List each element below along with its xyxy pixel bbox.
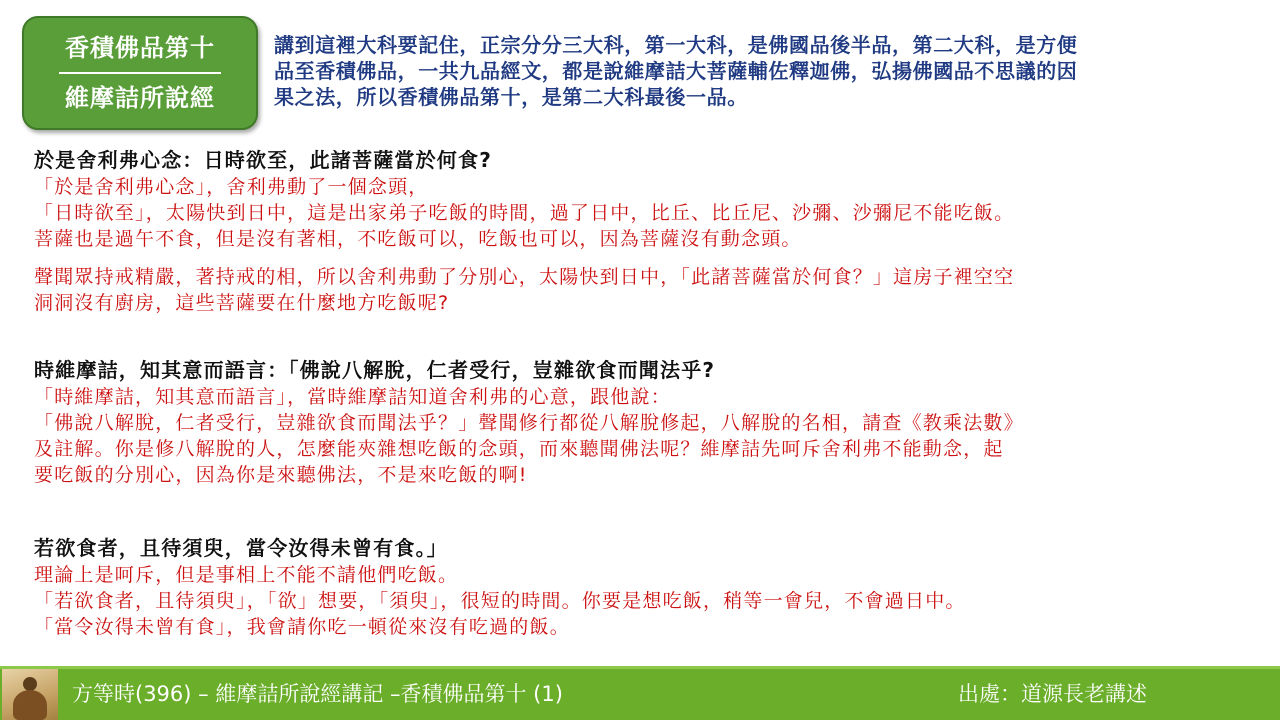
commentary-line: 理論上是呵斥，但是事相上不能不請他們吃飯。 [34,564,459,586]
commentary-line: 「時維摩詰，知其意而語言」，當時維摩詰知道舍利弗的心意，跟他說： [34,386,671,408]
commentary-line: 洞洞沒有廚房，這些菩薩要在什麼地方吃飯呢? [34,292,450,314]
commentary-line: 「日時欲至」，太陽快到日中，這是出家弟子吃飯的時間，過了日中，比丘、比丘尼、沙彌、沙彌尼不能吃飯。 [34,202,1015,224]
section-3 [34,534,1254,640]
footer-bar [0,666,1280,720]
commentary-line: 要吃飯的分別心，因為你是來聽佛法，不是來吃飯的啊! [34,464,528,486]
sutra-verse-heading: 時維摩詰，知其意而語言：「佛說八解脫，仁者受行，豈雜欲食而聞法乎? [34,358,716,382]
lecture-title: 方等時(396) – 維摩詰所說經講記 –香積佛品第十 (1) [72,682,563,706]
section-1 [34,146,1254,316]
chapter-title: 香積佛品第十 [65,34,215,62]
source-credit: 出處：道源長老講述 [958,682,1147,706]
commentary-line: 「佛說八解脫，仁者受行，豈雜欲食而聞法乎？」聲聞修行都從八解脫修起，八解脫的名相，請查《教乘法數》 [34,412,1024,434]
commentary-line: 及註解。你是修八解脫的人，怎麼能夾雜想吃飯的念頭，而來聽聞佛法呢？維摩詰先呵斥舍利弗不能動念，起 [34,438,1004,460]
sutra-title: 維摩詰所說經 [65,84,215,112]
intro-line: 講到這裡大科要記住，正宗分分三大科，第一大科，是佛國品後半品，第二大科，是方便 [274,33,1078,57]
commentary-line: 「於是舍利弗心念」，舍利弗動了一個念頭， [34,176,429,198]
sutra-verse-heading: 若欲食者，且待須臾，當令汝得未曾有食。」 [34,536,448,560]
section-2 [34,356,1254,488]
intro-line: 品至香積佛品，一共九品經文，都是說維摩詰大菩薩輔佐釋迦佛，弘揚佛國品不思議的因 [274,59,1078,83]
intro-paragraph [274,32,1264,110]
monk-portrait-image [2,669,58,720]
commentary-line: 菩薩也是過午不食，但是沒有著相，不吃飯可以，吃飯也可以，因為菩薩沒有動念頭。 [34,228,802,250]
title-badge [22,16,258,130]
intro-line: 果之法，所以香積佛品第十，是第二大科最後一品。 [274,85,748,109]
commentary-line: 聲聞眾持戒精嚴，著持戒的相，所以舍利弗動了分別心，太陽快到日中，「此諸菩薩當於何食？」這房子裡空空 [34,266,1015,288]
title-divider [59,72,221,74]
commentary-line: 「當令汝得未曾有食」，我會請你吃一頓從來沒有吃過的飯。 [34,616,570,638]
commentary-line: 「若欲食者，且待須臾」，「欲」想要，「須臾」，很短的時間。你要是想吃飯，稍等一會兒，不會過日中。 [34,590,966,612]
sutra-verse-heading: 於是舍利弗心念：日時欲至，此諸菩薩當於何食? [34,148,493,172]
